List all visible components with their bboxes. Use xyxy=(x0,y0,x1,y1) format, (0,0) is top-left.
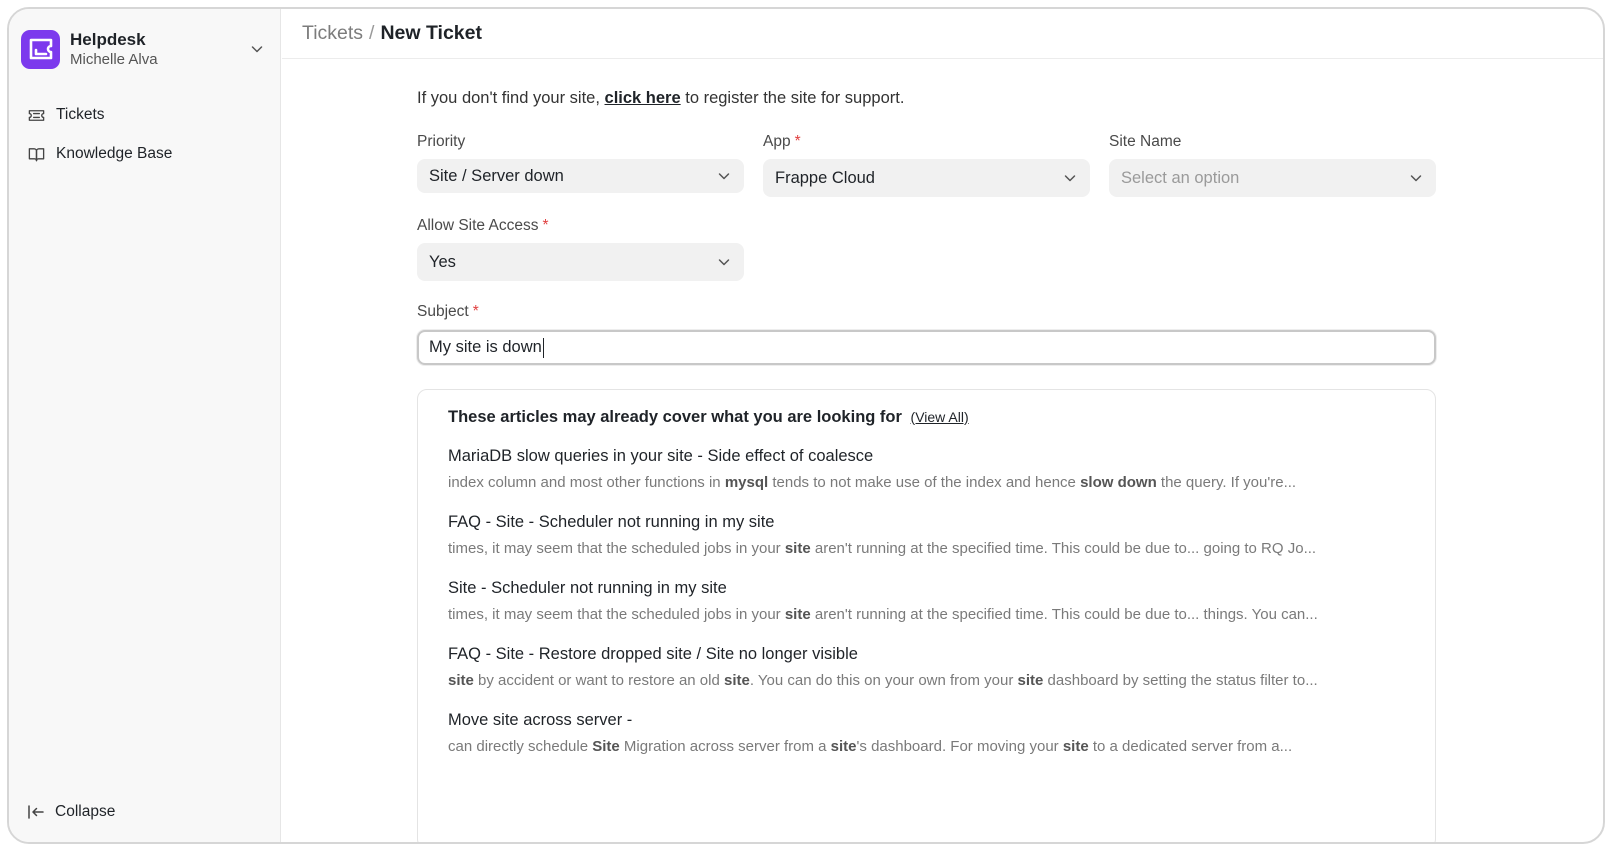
subject-input[interactable] xyxy=(417,330,1436,365)
required-marker: * xyxy=(794,133,801,150)
article-snippet: site by accident or want to restore an old site. You can do this on your own from your site dashboard by setting the status filter to... xyxy=(448,672,1318,689)
required-marker: * xyxy=(542,217,549,234)
allow-site-access-value: Yes xyxy=(429,252,456,271)
new-ticket-form xyxy=(417,89,1437,844)
priority-select[interactable] xyxy=(417,159,744,193)
workspace-switcher[interactable] xyxy=(21,25,269,73)
main-area xyxy=(282,9,1603,842)
helpdesk-logo-icon xyxy=(21,30,60,69)
app-select[interactable] xyxy=(763,159,1090,197)
site-name-placeholder: Select an option xyxy=(1121,168,1240,187)
register-site-link[interactable]: click here xyxy=(604,89,681,107)
article-item[interactable] xyxy=(448,511,1405,559)
app-field xyxy=(763,133,1090,197)
article-title: Site - Scheduler not running in my site xyxy=(448,579,727,597)
subject-label: Subject * xyxy=(417,303,479,320)
suggested-articles-panel xyxy=(417,389,1436,844)
view-all-link[interactable]: (View All) xyxy=(910,409,969,425)
allow-site-access-select[interactable] xyxy=(417,243,744,281)
subject-value: My site is down xyxy=(429,338,542,356)
article-title: Move site across server - xyxy=(448,711,633,729)
page-title: New Ticket xyxy=(380,22,482,44)
ticket-icon xyxy=(27,106,46,125)
text-caret xyxy=(543,338,544,358)
chevron-down-icon xyxy=(1062,170,1078,186)
article-item[interactable] xyxy=(448,709,1405,757)
sidebar-item-knowledge-base[interactable] xyxy=(21,136,269,172)
book-icon xyxy=(27,145,46,164)
site-name-field xyxy=(1109,133,1436,197)
chevron-down-icon xyxy=(1408,170,1424,186)
sidebar xyxy=(9,9,281,842)
collapse-label: Collapse xyxy=(55,803,116,820)
site-name-label: Site Name xyxy=(1109,133,1182,150)
allow-site-access-label: Allow Site Access * xyxy=(417,217,549,234)
sidebar-item-tickets[interactable] xyxy=(21,97,269,133)
notice-text-after: to register the site for support. xyxy=(680,89,905,107)
register-site-notice xyxy=(417,89,1437,108)
article-item[interactable] xyxy=(448,643,1405,691)
app-value: Frappe Cloud xyxy=(775,168,875,187)
site-name-select[interactable] xyxy=(1109,159,1436,197)
article-item[interactable] xyxy=(448,577,1405,625)
suggested-articles-heading: These articles may already cover what you are looking for (View All) xyxy=(448,408,969,426)
article-snippet: times, it may seem that the scheduled jobs in your site aren't running at the specified time. This could be due to... going to RQ Jo... xyxy=(448,540,1317,557)
article-title: FAQ - Site - Restore dropped site / Site no longer visible xyxy=(448,645,858,663)
brand-title: Helpdesk xyxy=(70,30,146,49)
article-title: MariaDB slow queries in your site - Side effect of coalesce xyxy=(448,447,874,465)
sidebar-item-label: Knowledge Base xyxy=(56,145,173,162)
breadcrumb-separator: / xyxy=(369,22,375,44)
collapse-arrow-icon xyxy=(27,803,45,821)
priority-label: Priority xyxy=(417,133,466,150)
app-label: App * xyxy=(763,133,801,150)
app-window xyxy=(7,7,1605,844)
chevron-down-icon xyxy=(716,168,732,184)
sidebar-item-label: Tickets xyxy=(56,106,105,123)
article-title: FAQ - Site - Scheduler not running in my site xyxy=(448,513,775,531)
breadcrumb-tickets[interactable]: Tickets xyxy=(302,22,364,44)
required-marker: * xyxy=(472,303,479,320)
user-name: Michelle Alva xyxy=(70,51,158,68)
allow-site-access-field xyxy=(417,217,744,281)
article-snippet: index column and most other functions in mysql tends to not make use of the index and hence slow down the query. If you're... xyxy=(448,474,1297,491)
article-snippet: times, it may seem that the scheduled jobs in your site aren't running at the specified time. This could be due to... things. You can... xyxy=(448,606,1318,623)
chevron-down-icon xyxy=(249,41,265,57)
priority-field xyxy=(417,133,744,197)
priority-value: Site / Server down xyxy=(429,166,564,185)
form-row-1 xyxy=(417,133,1437,197)
notice-text-before: If you don't find your site, xyxy=(417,89,605,107)
brand-text xyxy=(70,29,249,69)
form-row-2 xyxy=(417,217,1437,281)
article-snippet: can directly schedule Site Migration across server from a site's dashboard. For moving your site to a dedicated server from a... xyxy=(448,738,1293,755)
sidebar-nav xyxy=(21,97,269,175)
chevron-down-icon xyxy=(716,254,732,270)
article-list xyxy=(448,445,1405,757)
subject-field xyxy=(417,303,1437,365)
collapse-button[interactable] xyxy=(27,798,115,826)
article-item[interactable] xyxy=(448,445,1405,493)
breadcrumb xyxy=(282,9,1603,59)
